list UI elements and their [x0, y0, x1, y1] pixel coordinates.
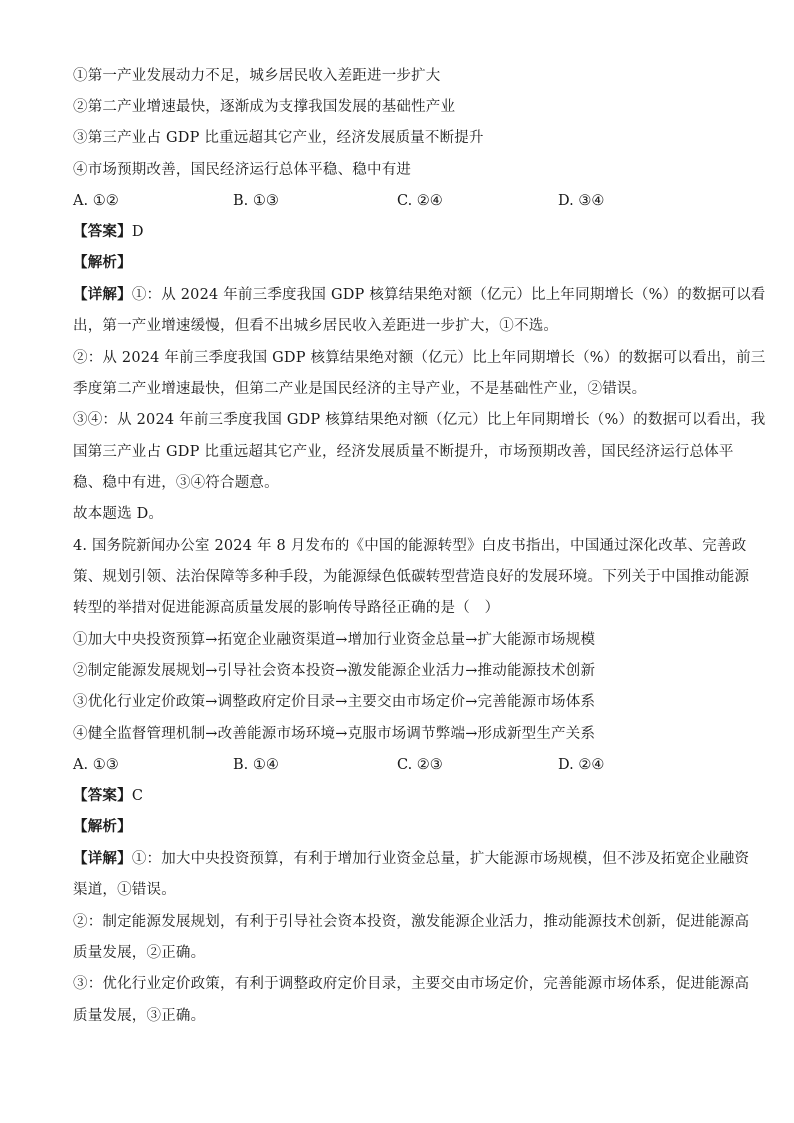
q3-detail-line-5: ③④：从 2024 年前三季度我国 GDP 核算结果绝对额（亿元）比上年同期增长（%）的数据可以看出，我 — [73, 412, 766, 428]
q3-detail-text-1: ①：从 2024 年前三季度我国 GDP 核算结果绝对额（亿元）比上年同期增长（%）的数据可以看 — [131, 287, 766, 303]
q3-choice-a: A. ①② — [73, 193, 119, 209]
q4-detail-line-4: 质量发展，②正确。 — [73, 945, 206, 961]
q4-detail-line-1 — [73, 849, 749, 869]
q3-choice-b: B. ①③ — [233, 193, 279, 209]
q3-option-3: ③第三产业占 GDP 比重远超其它产业，经济发展质量不断提升 — [73, 130, 484, 146]
q4-detail-text-1: ①：加大中央投资预算，有利于增加行业资金总量，扩大能源市场规模，但不涉及拓宽企业融资 — [131, 851, 750, 867]
q3-detail-label: 【详解】 — [73, 286, 132, 303]
q4-stem-line-3: 转型的举措对促进能源高质量发展的影响传导路径正确的是（ ） — [73, 600, 500, 616]
q3-conclusion: 故本题选 D。 — [73, 506, 164, 522]
q3-option-2: ②第二产业增速最快，逐渐成为支撑我国发展的基础性产业 — [73, 99, 456, 115]
q4-choice-b: B. ①④ — [233, 757, 279, 773]
q3-answer-label: 【答案】 — [73, 223, 132, 240]
q4-detail-line-3: ②：制定能源发展规划，有利于引导社会资本投资，激发能源企业活力，推动能源技术创新，促进能源高 — [73, 914, 750, 930]
q4-option-4: ④健全监督管理机制→改善能源市场环境→克服市场调节弊端→形成新型生产关系 — [73, 726, 596, 742]
q4-option-1: ①加大中央投资预算→拓宽企业融资渠道→增加行业资金总量→扩大能源市场规模 — [73, 632, 596, 648]
q3-detail-line-3: ②：从 2024 年前三季度我国 GDP 核算结果绝对额（亿元）比上年同期增长（%）的数据可以看出，前三 — [73, 350, 766, 366]
q4-answer — [73, 786, 143, 806]
q3-choice-c: C. ②④ — [397, 193, 443, 209]
q3-choices — [73, 191, 713, 211]
q3-answer-value: D — [131, 224, 144, 240]
q4-option-2: ②制定能源发展规划→引导社会资本投资→激发能源企业活力→推动能源技术创新 — [73, 663, 596, 679]
q3-option-1: ①第一产业发展动力不足，城乡居民收入差距进一步扩大 — [73, 68, 441, 84]
q4-stem-line-1: 4. 国务院新闻办公室 2024 年 8 月发布的《中国的能源转型》白皮书指出，中国通过深化改革、完善政 — [73, 538, 747, 554]
q4-detail-label: 【详解】 — [73, 850, 132, 867]
q4-choices — [73, 755, 713, 775]
q3-detail-line-2: 出，第一产业增速缓慢，但看不出城乡居民收入差距进一步扩大，①不选。 — [73, 318, 559, 334]
q3-detail-line-7: 稳、稳中有进，③④符合题意。 — [73, 475, 279, 491]
q4-answer-value: C — [131, 788, 144, 804]
q4-detail-line-2: 渠道，①错误。 — [73, 882, 176, 898]
q3-answer — [73, 222, 144, 242]
q4-answer-label: 【答案】 — [73, 787, 132, 804]
q4-choice-a: A. ①③ — [73, 757, 119, 773]
q4-detail-line-5: ③：优化行业定价政策，有利于调整政府定价目录，主要交由市场定价，完善能源市场体系，促进能源高 — [73, 976, 750, 992]
q4-stem-line-2: 策、规划引领、法治保障等多种手段，为能源绿色低碳转型营造良好的发展环境。下列关于中国推动能源 — [73, 569, 750, 585]
q3-choice-d: D. ③④ — [558, 193, 605, 209]
q3-detail-line-4: 季度第二产业增速最快，但第二产业是国民经济的主导产业，不是基础性产业，②错误。 — [73, 381, 647, 397]
q3-detail-line-6: 国第三产业占 GDP 比重远超其它产业，经济发展质量不断提升，市场预期改善，国民经济运行总体平 — [73, 444, 734, 460]
q4-choice-d: D. ②④ — [558, 757, 605, 773]
q3-option-4: ④市场预期改善，国民经济运行总体平稳、稳中有进 — [73, 162, 412, 178]
q4-detail-line-6: 质量发展，③正确。 — [73, 1008, 206, 1024]
q4-option-3: ③优化行业定价政策→调整政府定价目录→主要交由市场定价→完善能源市场体系 — [73, 694, 596, 710]
q3-analysis-label: 【解析】 — [73, 254, 132, 271]
q4-choice-c: C. ②③ — [397, 757, 443, 773]
q4-analysis-label: 【解析】 — [73, 818, 132, 835]
q3-detail-line-1 — [73, 285, 766, 305]
